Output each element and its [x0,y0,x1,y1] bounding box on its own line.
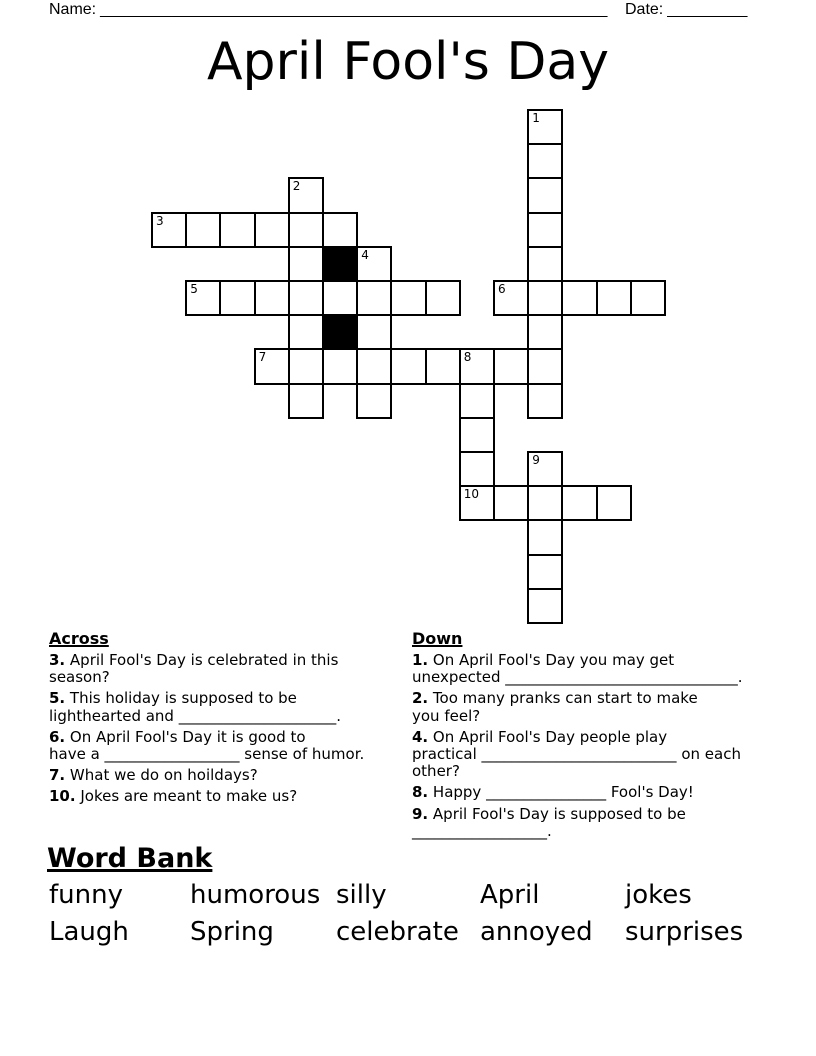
answer-cell[interactable] [459,417,495,453]
down-heading: Down [412,629,463,648]
clue-number-label: 10. [49,787,76,806]
crossword-grid [151,109,666,624]
clue-number: 10 [463,487,480,502]
black-cell [322,246,358,282]
answer-cell[interactable] [527,451,563,487]
answer-cell[interactable] [356,280,392,316]
date-field [625,1,747,19]
clue-number-label: 6. [49,727,66,746]
clue-number-label: 5. [49,689,66,708]
word-bank-heading: Word Bank [47,843,213,874]
clue-line: 1. On April Fool's Day you may get [412,651,675,669]
black-cell [322,314,358,350]
clue-line: 8. Happy ________________ Fool's Day! [412,783,694,802]
answer-cell[interactable] [527,485,563,521]
word-bank-word: celebrate [336,917,459,947]
down-clue-8 [412,784,798,801]
word-bank-word: surprises [625,917,744,947]
across-clue-3 [49,652,405,686]
answer-cell[interactable] [527,212,563,248]
down-clue-2 [412,690,798,724]
word-bank-word: silly [336,880,387,910]
answer-cell[interactable] [254,212,290,248]
answer-cell[interactable] [630,280,666,316]
word-bank-word: Spring [190,917,274,947]
answer-cell[interactable] [527,348,563,384]
answer-cell[interactable] [493,280,529,316]
clue-number-label: 4. [412,727,429,746]
answer-cell[interactable] [561,485,597,521]
date-label: Date: [625,1,664,18]
name-blank-line[interactable]: _________________________________________________________ [100,1,608,18]
clue-line: season? [49,668,110,687]
clue-line: 9. April Fool's Day is supposed to be [412,804,686,823]
answer-cell[interactable] [322,212,358,248]
answer-cell[interactable] [288,383,324,419]
answer-cell[interactable] [151,212,187,248]
date-blank-line[interactable]: _________ [667,1,748,18]
answer-cell[interactable] [493,485,529,521]
clue-number: 3 [156,213,164,228]
answer-cell[interactable] [219,280,255,316]
answer-cell[interactable] [288,177,324,213]
word-bank-word: humorous [190,880,321,910]
answer-cell[interactable] [356,314,392,350]
answer-cell[interactable] [185,280,221,316]
name-label: Name: [49,1,97,18]
across-clue-7 [49,767,405,784]
down-clue-1 [412,652,798,686]
clue-line: practical __________________________ on each [412,745,741,764]
answer-cell[interactable] [322,280,358,316]
answer-cell[interactable] [527,280,563,316]
answer-cell[interactable] [527,588,563,624]
clue-line: other? [412,762,460,781]
clue-number: 4 [361,247,369,262]
down-clue-9 [412,806,798,840]
answer-cell[interactable] [288,212,324,248]
clue-line: 6. On April Fool's Day it is good to [49,727,306,746]
answer-cell[interactable] [288,280,324,316]
answer-cell[interactable] [322,348,358,384]
clue-line: 3. April Fool's Day is celebrated in this [49,651,339,669]
clue-number-label: 1. [412,651,429,669]
answer-cell[interactable] [459,348,495,384]
clue-line: __________________. [412,821,552,840]
across-heading: Across [49,629,109,648]
clue-number-label: 2. [412,689,429,708]
clue-line: 4. On April Fool's Day people play [412,727,668,746]
clue-line: have a __________________ sense of humor. [49,745,365,764]
clue-number: 2 [292,179,301,194]
word-bank-word: jokes [625,880,692,910]
answer-cell[interactable] [425,348,461,384]
page-title: April Fool's Day [206,32,610,92]
clue-line: 2. Too many pranks can start to make [412,689,698,708]
answer-cell[interactable] [527,314,563,350]
clue-number: 7 [258,350,267,365]
answer-cell[interactable] [527,554,563,590]
across-clues [49,652,405,806]
clue-line: unexpected _______________________________. [412,668,743,687]
clue-number-label: 7. [49,766,66,785]
answer-cell[interactable] [561,280,597,316]
down-clue-4 [412,729,798,781]
answer-cell[interactable] [527,143,563,179]
clue-number: 6 [498,282,506,296]
across-clue-10 [49,788,405,805]
answer-cell[interactable] [288,348,324,384]
answer-cell[interactable] [390,348,426,384]
clue-line: lighthearted and _____________________. [49,706,341,725]
clue-number: 9 [532,453,540,467]
answer-cell[interactable] [254,348,290,384]
word-bank-word: funny [49,880,123,910]
word-bank-word: Laugh [49,917,129,947]
answer-cell[interactable] [356,246,392,282]
answer-cell[interactable] [288,246,324,282]
answer-cell[interactable] [459,451,495,487]
answer-cell[interactable] [596,280,632,316]
answer-cell[interactable] [527,177,563,213]
answer-cell[interactable] [527,383,563,419]
clue-line: 10. Jokes are meant to make us? [49,787,298,806]
answer-cell[interactable] [356,348,392,384]
answer-cell[interactable] [288,314,324,350]
clue-line: 7. What we do on hoildays? [49,766,258,785]
across-clue-5 [49,690,405,724]
clue-number-label: 3. [49,651,66,669]
word-bank-word: annoyed [480,917,593,947]
word-bank-word: April [480,880,540,910]
answer-cell[interactable] [425,280,461,316]
clue-line: you feel? [412,706,481,725]
answer-cell[interactable] [527,109,563,145]
answer-cell[interactable] [459,485,495,521]
answer-cell[interactable] [254,280,290,316]
down-section [412,629,798,844]
clue-number-label: 8. [412,783,429,802]
clue-line: 5. This holiday is supposed to be [49,689,297,708]
across-clue-6 [49,729,405,763]
answer-cell[interactable] [219,212,255,248]
answer-cell[interactable] [185,212,221,248]
clue-number: 8 [463,350,472,365]
down-clues [412,652,798,840]
answer-cell[interactable] [527,519,563,555]
answer-cell[interactable] [493,348,529,384]
clue-number-label: 9. [412,804,429,823]
clue-number: 5 [190,282,198,296]
answer-cell[interactable] [390,280,426,316]
clue-number: 1 [532,111,540,125]
answer-cell[interactable] [459,383,495,419]
answer-cell[interactable] [596,485,632,521]
answer-cell[interactable] [527,246,563,282]
across-section [49,629,405,810]
answer-cell[interactable] [356,383,392,419]
name-field [49,1,607,19]
